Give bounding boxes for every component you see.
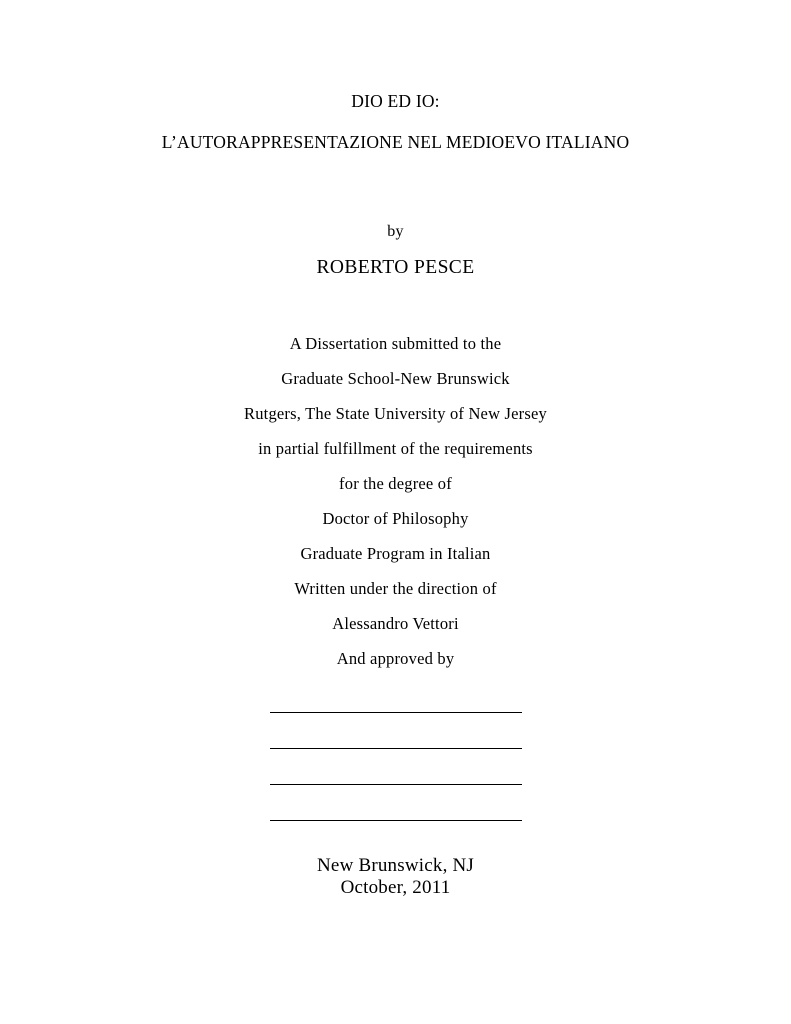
- signature-lines: [0, 700, 791, 844]
- signature-rule: [270, 772, 522, 785]
- submission-line: A Dissertation submitted to the: [289, 334, 502, 353]
- submission-line: Rutgers, The State University of New Jersey: [244, 404, 547, 423]
- submission-line: in partial fulfillment of the requirements: [258, 439, 533, 458]
- signature-line-row: [0, 736, 791, 772]
- approval-label: And approved by: [336, 649, 455, 668]
- submission-line: Graduate School-New Brunswick: [281, 369, 510, 388]
- signature-rule: [270, 736, 522, 749]
- submission-line: Graduate Program in Italian: [300, 544, 491, 563]
- advisor-name: Alessandro Vettori: [332, 614, 459, 633]
- signature-line-row: [0, 772, 791, 808]
- dissertation-title-line-2: L’AUTORAPPRESENTAZIONE NEL MEDIOEVO ITALIANO: [161, 132, 630, 152]
- author-name: ROBERTO PESCE: [316, 257, 475, 278]
- place-line: New Brunswick, NJ: [317, 855, 474, 876]
- signature-rule: [270, 700, 522, 713]
- submission-line: Written under the direction of: [294, 579, 497, 598]
- submission-statement: [0, 336, 791, 686]
- dissertation-title-line-1: DIO ED IO:: [351, 91, 440, 111]
- place-and-date: [0, 855, 791, 900]
- submission-line: Doctor of Philosophy: [322, 509, 469, 528]
- submission-line: for the degree of: [339, 474, 452, 493]
- date-line: October, 2011: [340, 877, 451, 899]
- byline-label: by: [387, 223, 404, 240]
- signature-line-row: [0, 808, 791, 844]
- signature-line-row: [0, 700, 791, 736]
- signature-rule: [270, 808, 522, 821]
